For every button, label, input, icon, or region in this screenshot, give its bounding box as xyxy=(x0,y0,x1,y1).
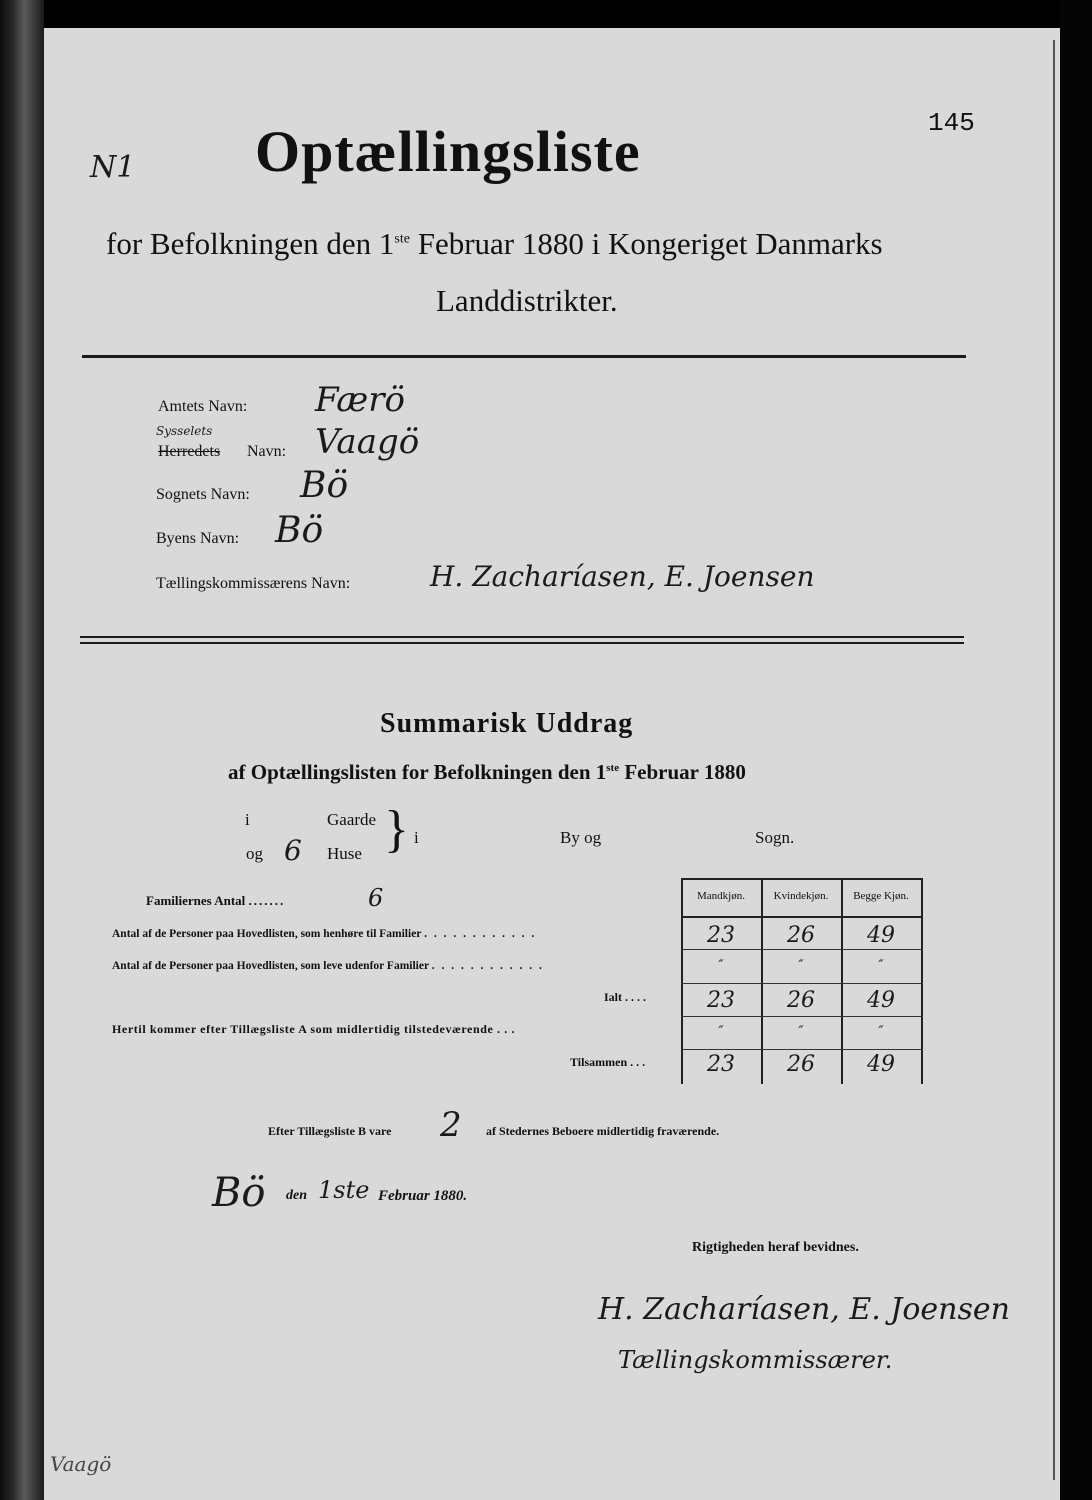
amt-label: Amtets Navn: xyxy=(158,398,248,415)
summary-subheading: af Optællingslisten for Befolkningen den 1ste Februar 1880 xyxy=(228,760,746,784)
certify-text: Rigtigheden heraf bevidnes. xyxy=(692,1240,859,1255)
double-rule-bottom xyxy=(80,642,964,644)
summary-heading: Summarisk Uddrag xyxy=(380,708,634,739)
sogn-value: Bö xyxy=(300,465,349,506)
cell-r1-m: 23 xyxy=(707,923,735,948)
cell-r2-k: ″ xyxy=(798,958,804,974)
amt-value: Færö xyxy=(315,380,405,420)
row-label-3: Ialt . . . . xyxy=(604,990,646,1004)
summary-by-og: By og xyxy=(560,828,602,847)
summary-i: i xyxy=(245,810,250,829)
tillaeg-b-post: af Stedernes Beboere midlertidig fraværende. xyxy=(486,1124,720,1138)
summary-og: og xyxy=(246,844,263,863)
page-edge-line xyxy=(1053,40,1055,1480)
brace: } xyxy=(384,801,409,858)
cell-r2-b: ″ xyxy=(878,958,884,974)
cell-r1-b: 49 xyxy=(867,923,895,948)
cell-r4-m: ″ xyxy=(718,1024,724,1040)
document-subtitle-2: Landdistrikter. xyxy=(436,283,618,318)
row-label-4: Hertil kommer efter Tillægsliste A som midlertidig tilstedeværende . . . xyxy=(112,1022,516,1036)
corner-mark: N1 xyxy=(90,150,136,185)
page-number: 145 xyxy=(928,108,975,138)
signature: H. Zacharíasen, E. Joensen xyxy=(598,1292,1010,1327)
book-binding xyxy=(0,0,44,1500)
signature-title: Tællingskommissærer. xyxy=(618,1346,893,1374)
kommissaer-label: Tællingskommissærens Navn: xyxy=(156,575,351,592)
bottom-scribble: Vaagö xyxy=(50,1452,112,1476)
sogn-label: Sognets Navn: xyxy=(156,486,250,503)
herred-struck: Herredets xyxy=(158,443,221,460)
date-day: 1ste xyxy=(318,1176,370,1204)
date-place: Bö xyxy=(212,1170,266,1216)
cell-r3-k: 26 xyxy=(787,988,815,1013)
document-title: Optællingsliste xyxy=(255,119,641,184)
huse-count: 6 xyxy=(284,834,302,867)
herred-value: Vaagö xyxy=(315,422,420,462)
by-value: Bö xyxy=(275,510,324,551)
date-rest: Februar 1880. xyxy=(378,1188,468,1204)
tillaeg-b-value: 2 xyxy=(440,1105,462,1145)
by-label: Byens Navn: xyxy=(156,530,240,547)
cell-r5-k: 26 xyxy=(787,1052,815,1077)
summary-i2: i xyxy=(414,828,419,847)
cell-r3-m: 23 xyxy=(707,988,735,1013)
row-label-2: Antal af de Personer paa Hovedlisten, som leve udenfor Familier . . . . . . . . . . . . xyxy=(112,960,544,972)
header-begge: Begge Kjøn. xyxy=(853,890,909,902)
row-label-5: Tilsammen . . . xyxy=(570,1055,646,1069)
cell-r5-b: 49 xyxy=(867,1052,895,1077)
date-den: den xyxy=(286,1188,307,1203)
herred-label: Navn: xyxy=(247,443,287,460)
summary-sogn: Sogn. xyxy=(755,828,795,847)
familier-label: Familiernes Antal ....... xyxy=(146,893,286,908)
summary-huse: Huse xyxy=(327,844,362,863)
document-subtitle: for Befolkningen den 1ste Februar 1880 i Kongeriget Danmarks xyxy=(106,226,883,261)
tillaeg-b-pre: Efter Tillægsliste B vare xyxy=(268,1124,392,1138)
header-mandkjon: Mandkjøn. xyxy=(697,890,745,902)
cell-r4-b: ″ xyxy=(878,1024,884,1040)
double-rule-top xyxy=(80,636,964,638)
cell-r4-k: ″ xyxy=(798,1024,804,1040)
cell-r2-m: ″ xyxy=(718,958,724,974)
kommissaer-value: H. Zacharíasen, E. Joensen xyxy=(430,560,815,593)
cell-r3-b: 49 xyxy=(867,988,895,1013)
cell-r5-m: 23 xyxy=(707,1052,735,1077)
divider xyxy=(82,355,966,358)
summary-table xyxy=(681,878,923,1084)
familier-value: 6 xyxy=(368,884,384,912)
header-kvindekjon: Kvindekjøn. xyxy=(773,890,829,902)
summary-gaarde: Gaarde xyxy=(327,810,377,829)
herred-correction: Sysselets xyxy=(156,424,213,438)
scan-border xyxy=(1060,0,1092,1500)
row-label-1: Antal af de Personer paa Hovedlisten, som henhøre til Familier . . . . . . . . . . . . xyxy=(112,928,537,940)
cell-r1-k: 26 xyxy=(787,923,815,948)
